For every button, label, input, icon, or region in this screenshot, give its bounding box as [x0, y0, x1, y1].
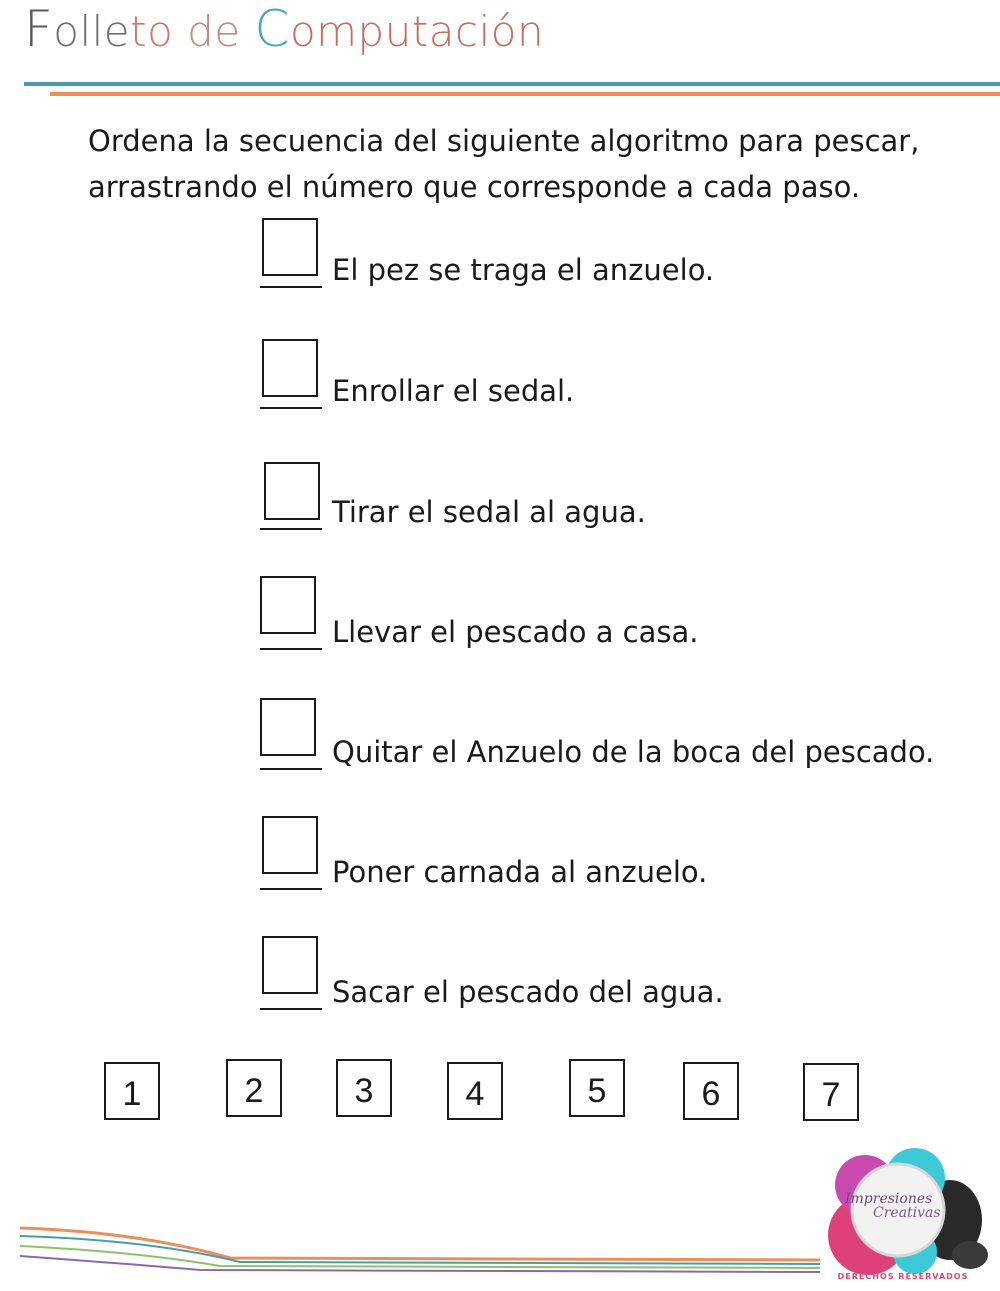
- logo-line-2: Creativas: [873, 1205, 941, 1221]
- step-item: [260, 580, 980, 660]
- title-letter-f: F: [24, 0, 54, 58]
- answer-drop-box[interactable]: [264, 462, 320, 520]
- logo-rights-text: DERECHOS RESERVADOS: [837, 1272, 969, 1281]
- logo-line-1: Impresiones: [845, 1191, 933, 1207]
- logo-wordmark: [845, 1192, 965, 1220]
- step-text: Llevar el pescado a casa.: [332, 615, 699, 649]
- instructions-line-1: Ordena la secuencia del siguiente algoritmo para pescar,: [88, 124, 920, 158]
- answer-blank-line: [260, 768, 322, 770]
- answer-blank-line: [260, 888, 322, 890]
- step-text: Quitar el Anzuelo de la boca del pescado.: [332, 735, 935, 769]
- answer-drop-box[interactable]: [262, 936, 318, 994]
- step-item: [260, 339, 980, 419]
- title-part-to: to: [130, 7, 188, 56]
- answer-drop-box[interactable]: [262, 339, 318, 397]
- title-letter-c: C: [254, 0, 290, 58]
- number-tile-3[interactable]: 3: [336, 1059, 392, 1117]
- header-rule-orange: [50, 92, 1000, 96]
- number-tile-5[interactable]: 5: [569, 1059, 625, 1117]
- answer-blank-line: [260, 1008, 322, 1010]
- step-text: Enrollar el sedal.: [332, 374, 575, 408]
- answer-drop-box[interactable]: [260, 576, 316, 634]
- step-text: Sacar el pescado del agua.: [332, 975, 724, 1009]
- answer-blank-line: [260, 528, 322, 530]
- number-tile-7[interactable]: 7: [803, 1063, 859, 1121]
- answer-drop-box[interactable]: [260, 698, 316, 756]
- number-tile-6[interactable]: 6: [683, 1062, 739, 1120]
- title-part-omputacion: omputación: [289, 7, 545, 56]
- worksheet-title: [24, 0, 545, 58]
- instructions: [88, 118, 968, 210]
- answer-drop-box[interactable]: [262, 218, 318, 276]
- number-tile-4[interactable]: 4: [447, 1062, 503, 1120]
- number-tile-1[interactable]: 1: [104, 1062, 160, 1120]
- step-item: [260, 700, 980, 780]
- answer-blank-line: [260, 286, 322, 288]
- number-tile-2[interactable]: 2: [226, 1059, 282, 1117]
- step-item: [260, 820, 980, 900]
- answer-drop-box[interactable]: [262, 816, 318, 874]
- answer-blank-line: [260, 648, 322, 650]
- header-rule-teal: [24, 82, 1000, 86]
- step-text: Tirar el sedal al agua.: [332, 495, 646, 529]
- title-part-de: de: [187, 7, 255, 56]
- step-item: [260, 218, 980, 298]
- logo-blob-dark-small: [952, 1241, 988, 1269]
- step-item: [260, 460, 980, 540]
- step-text: Poner carnada al anzuelo.: [332, 855, 708, 889]
- step-text: El pez se traga el anzuelo.: [332, 253, 715, 287]
- instructions-line-2: arrastrando el número que corresponde a cada paso.: [88, 170, 861, 204]
- step-item: [260, 940, 980, 1020]
- answer-blank-line: [260, 407, 322, 409]
- footer-decorative-lines: [0, 1210, 840, 1280]
- title-part-lleto: olle: [53, 7, 131, 56]
